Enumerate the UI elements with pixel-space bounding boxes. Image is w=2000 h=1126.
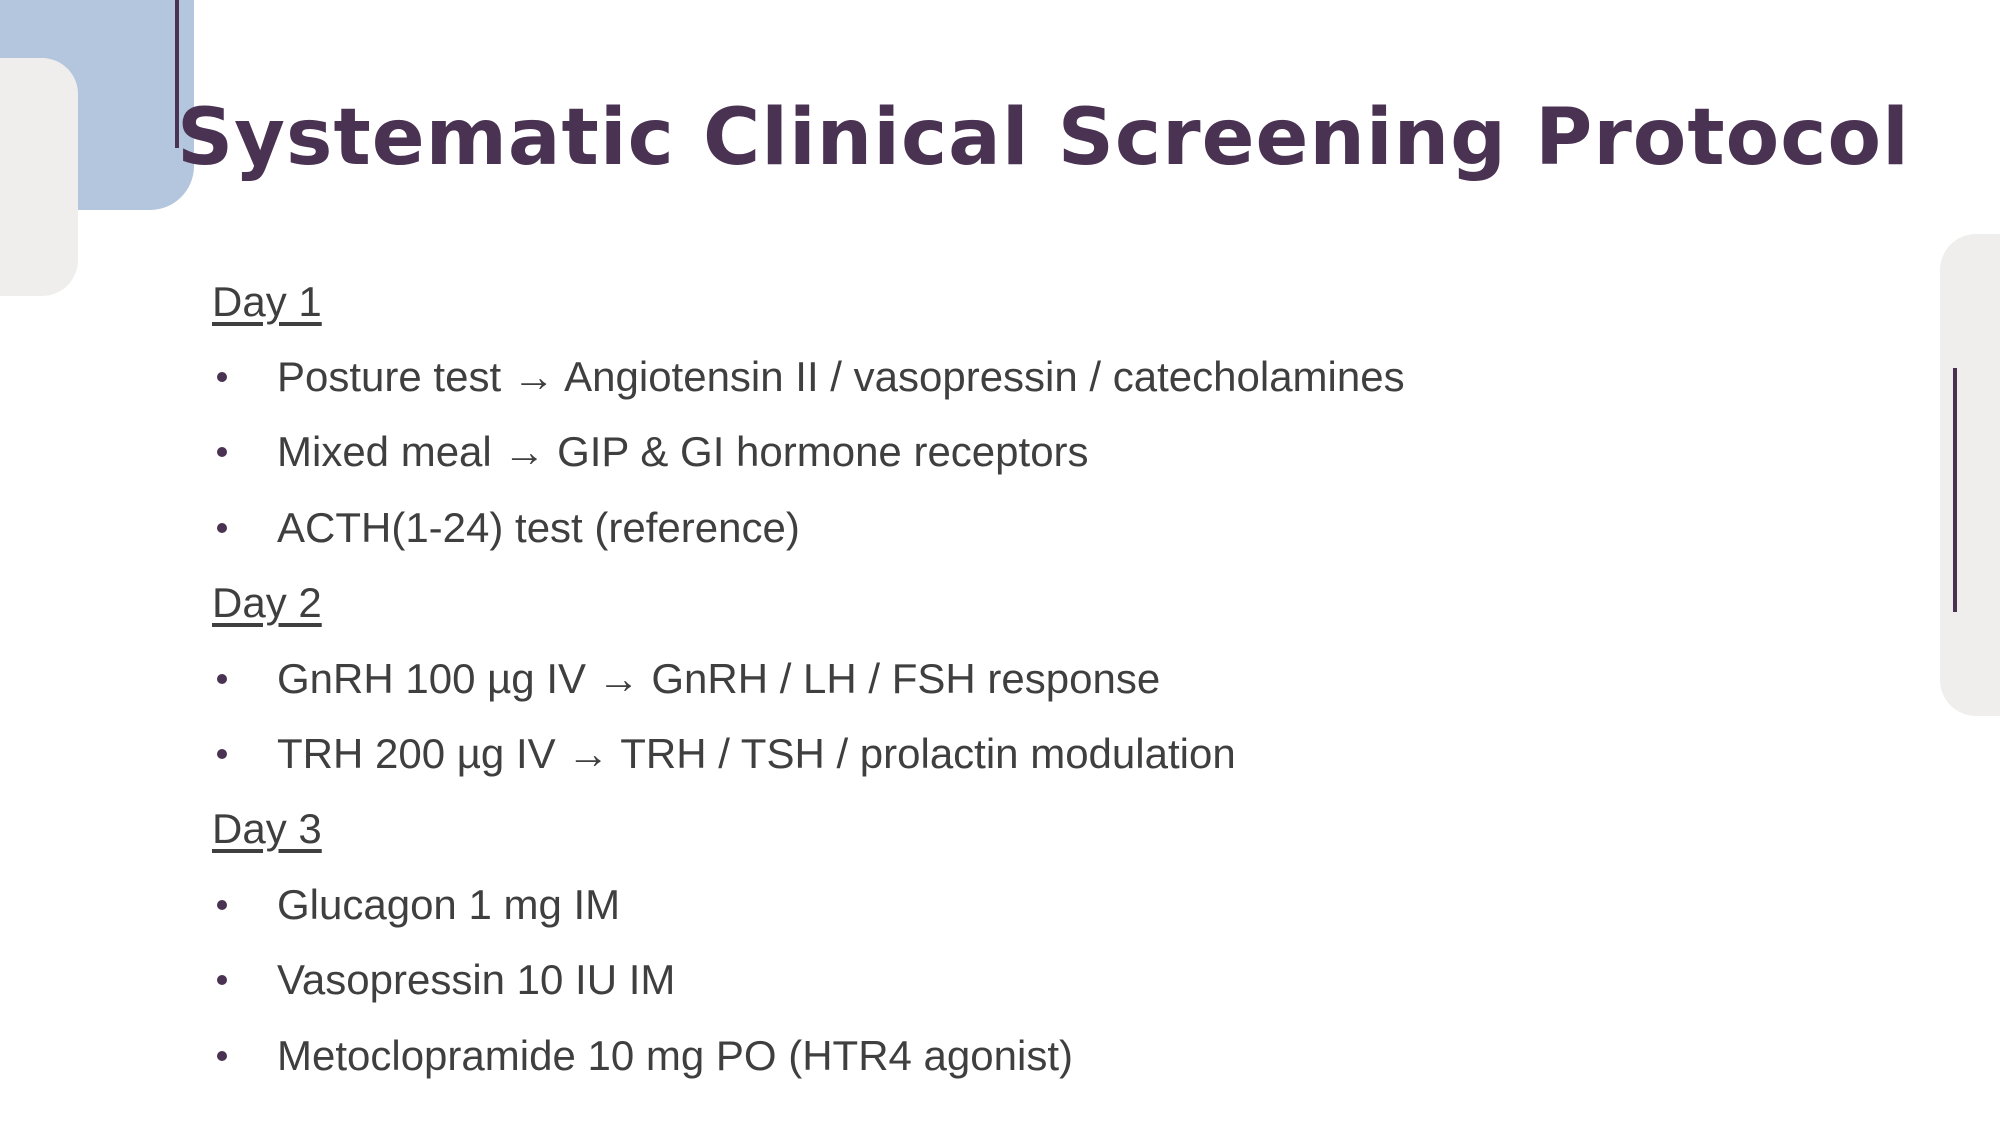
list-item-text: Vasopressin 10 IU IM bbox=[277, 956, 676, 1004]
list-item bbox=[212, 867, 1912, 942]
bullet-icon bbox=[217, 900, 227, 910]
bullet-icon bbox=[217, 372, 227, 382]
list-item-text: TRH 200 µg IV → TRH / TSH / prolactin modulation bbox=[277, 730, 1236, 778]
bullet-icon bbox=[217, 975, 227, 985]
list-item-text: ACTH(1-24) test (reference) bbox=[277, 503, 800, 551]
bullet-icon bbox=[217, 1051, 227, 1061]
protocol-content bbox=[212, 264, 1912, 1093]
list-item bbox=[212, 490, 1912, 565]
list-item bbox=[212, 1018, 1912, 1093]
list-item-text: GnRH 100 µg IV → GnRH / LH / FSH response bbox=[277, 654, 1161, 702]
list-item bbox=[212, 339, 1912, 414]
list-item bbox=[212, 415, 1912, 490]
list-item-text: Mixed meal → GIP & GI hormone receptors bbox=[277, 428, 1089, 476]
list-item-text: Metoclopramide 10 mg PO (HTR4 agonist) bbox=[277, 1031, 1073, 1079]
decorative-vertical-line-right bbox=[1953, 368, 1957, 612]
bullet-icon bbox=[217, 447, 227, 457]
list-item bbox=[212, 641, 1912, 716]
list-item bbox=[212, 943, 1912, 1018]
bullet-icon bbox=[217, 674, 227, 684]
list-item-text: Posture test → Angiotensin II / vasopressin / catecholamines bbox=[277, 353, 1405, 401]
bullet-icon bbox=[217, 523, 227, 533]
day-1-heading: Day 1 bbox=[212, 277, 322, 325]
list-item-text: Glucagon 1 mg IM bbox=[277, 880, 621, 928]
list-item bbox=[212, 716, 1912, 791]
day-3-heading: Day 3 bbox=[212, 805, 322, 853]
bullet-icon bbox=[217, 749, 227, 759]
day-2-heading: Day 2 bbox=[212, 579, 322, 627]
slide-title: Systematic Clinical Screening Protocol bbox=[177, 93, 1910, 183]
decorative-grey-panel-right bbox=[1940, 234, 2000, 716]
decorative-grey-panel-left bbox=[0, 58, 78, 296]
